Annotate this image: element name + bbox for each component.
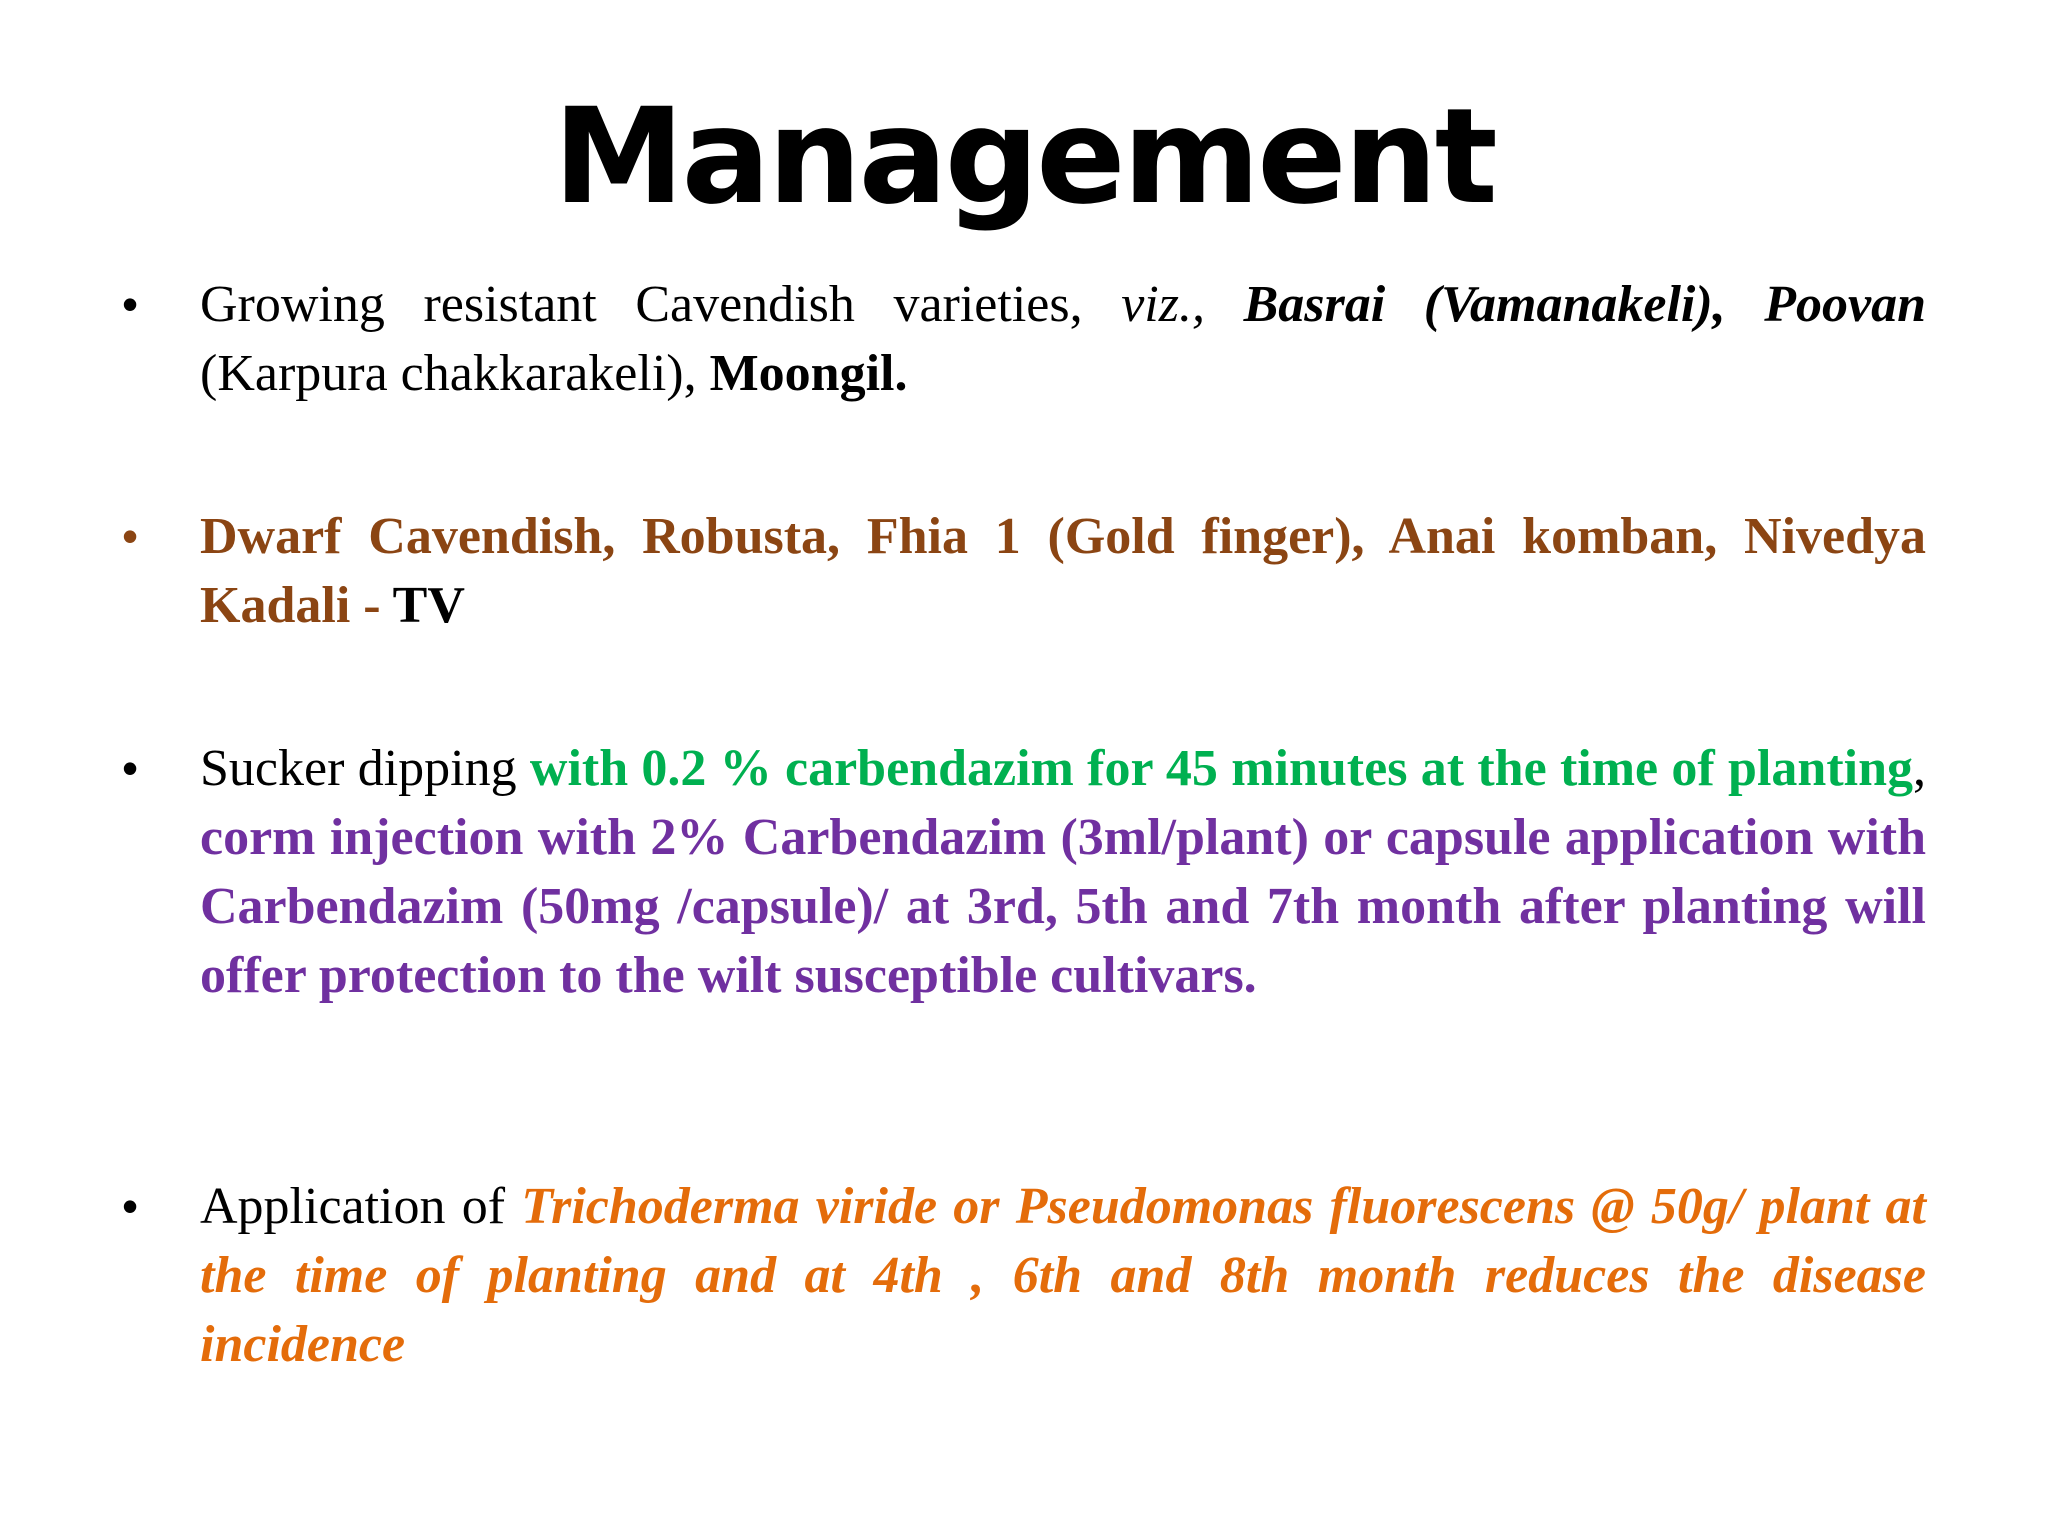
text-run: , [1913, 740, 1926, 797]
bullet-item-resistant-varieties [122, 270, 1927, 408]
text-run: Growing resistant Cavendish varieties, [200, 276, 1122, 333]
text-run-bold: TV [392, 577, 465, 634]
bullet-item-tolerant-varieties [122, 502, 1926, 640]
bullet-dot-icon: • [122, 742, 139, 794]
bullet-dot-icon: • [122, 510, 139, 562]
text-run-brown: Dwarf Cavendish, Robusta, Fhia 1 (Gold finger), Anai komban, Nivedya Kadali [200, 508, 1926, 634]
text-run-orange: Trichoderma viride or Pseudomonas fluorescens @ 50g/ plant at the time of planting and at 4th , 6th and 8th month reduces the disease incidence [200, 1178, 1926, 1373]
text-run-italic: viz., [1121, 276, 1244, 333]
text-run: Sucker dipping [200, 740, 530, 797]
bullet-item-biocontrol [122, 1172, 1926, 1379]
bullet-dot-icon: • [122, 1180, 139, 1232]
bullet-dot-icon: • [122, 278, 139, 330]
text-run-bold: Moongil. [709, 345, 908, 402]
text-run-purple: corm injection with 2% Carbendazim (3ml/plant) or capsule application with Carbendazim (50mg /capsule)/ at 3rd, 5th and 7th month after planting will offer protection to the wilt susceptible cultivars. [200, 809, 1926, 1004]
text-run-brown: - [350, 577, 393, 634]
text-run-bold-italic: Basrai (Vamanakeli), Poovan [1243, 276, 1927, 333]
text-run: (Karpura chakkarakeli), [200, 345, 710, 402]
text-run: Application of [200, 1178, 522, 1235]
text-run-green: with 0.2 % carbendazim for 45 minutes at the time of planting [529, 740, 1913, 797]
slide-title: Management [553, 80, 1495, 234]
bullet-item-sucker-dipping [122, 734, 1926, 1010]
